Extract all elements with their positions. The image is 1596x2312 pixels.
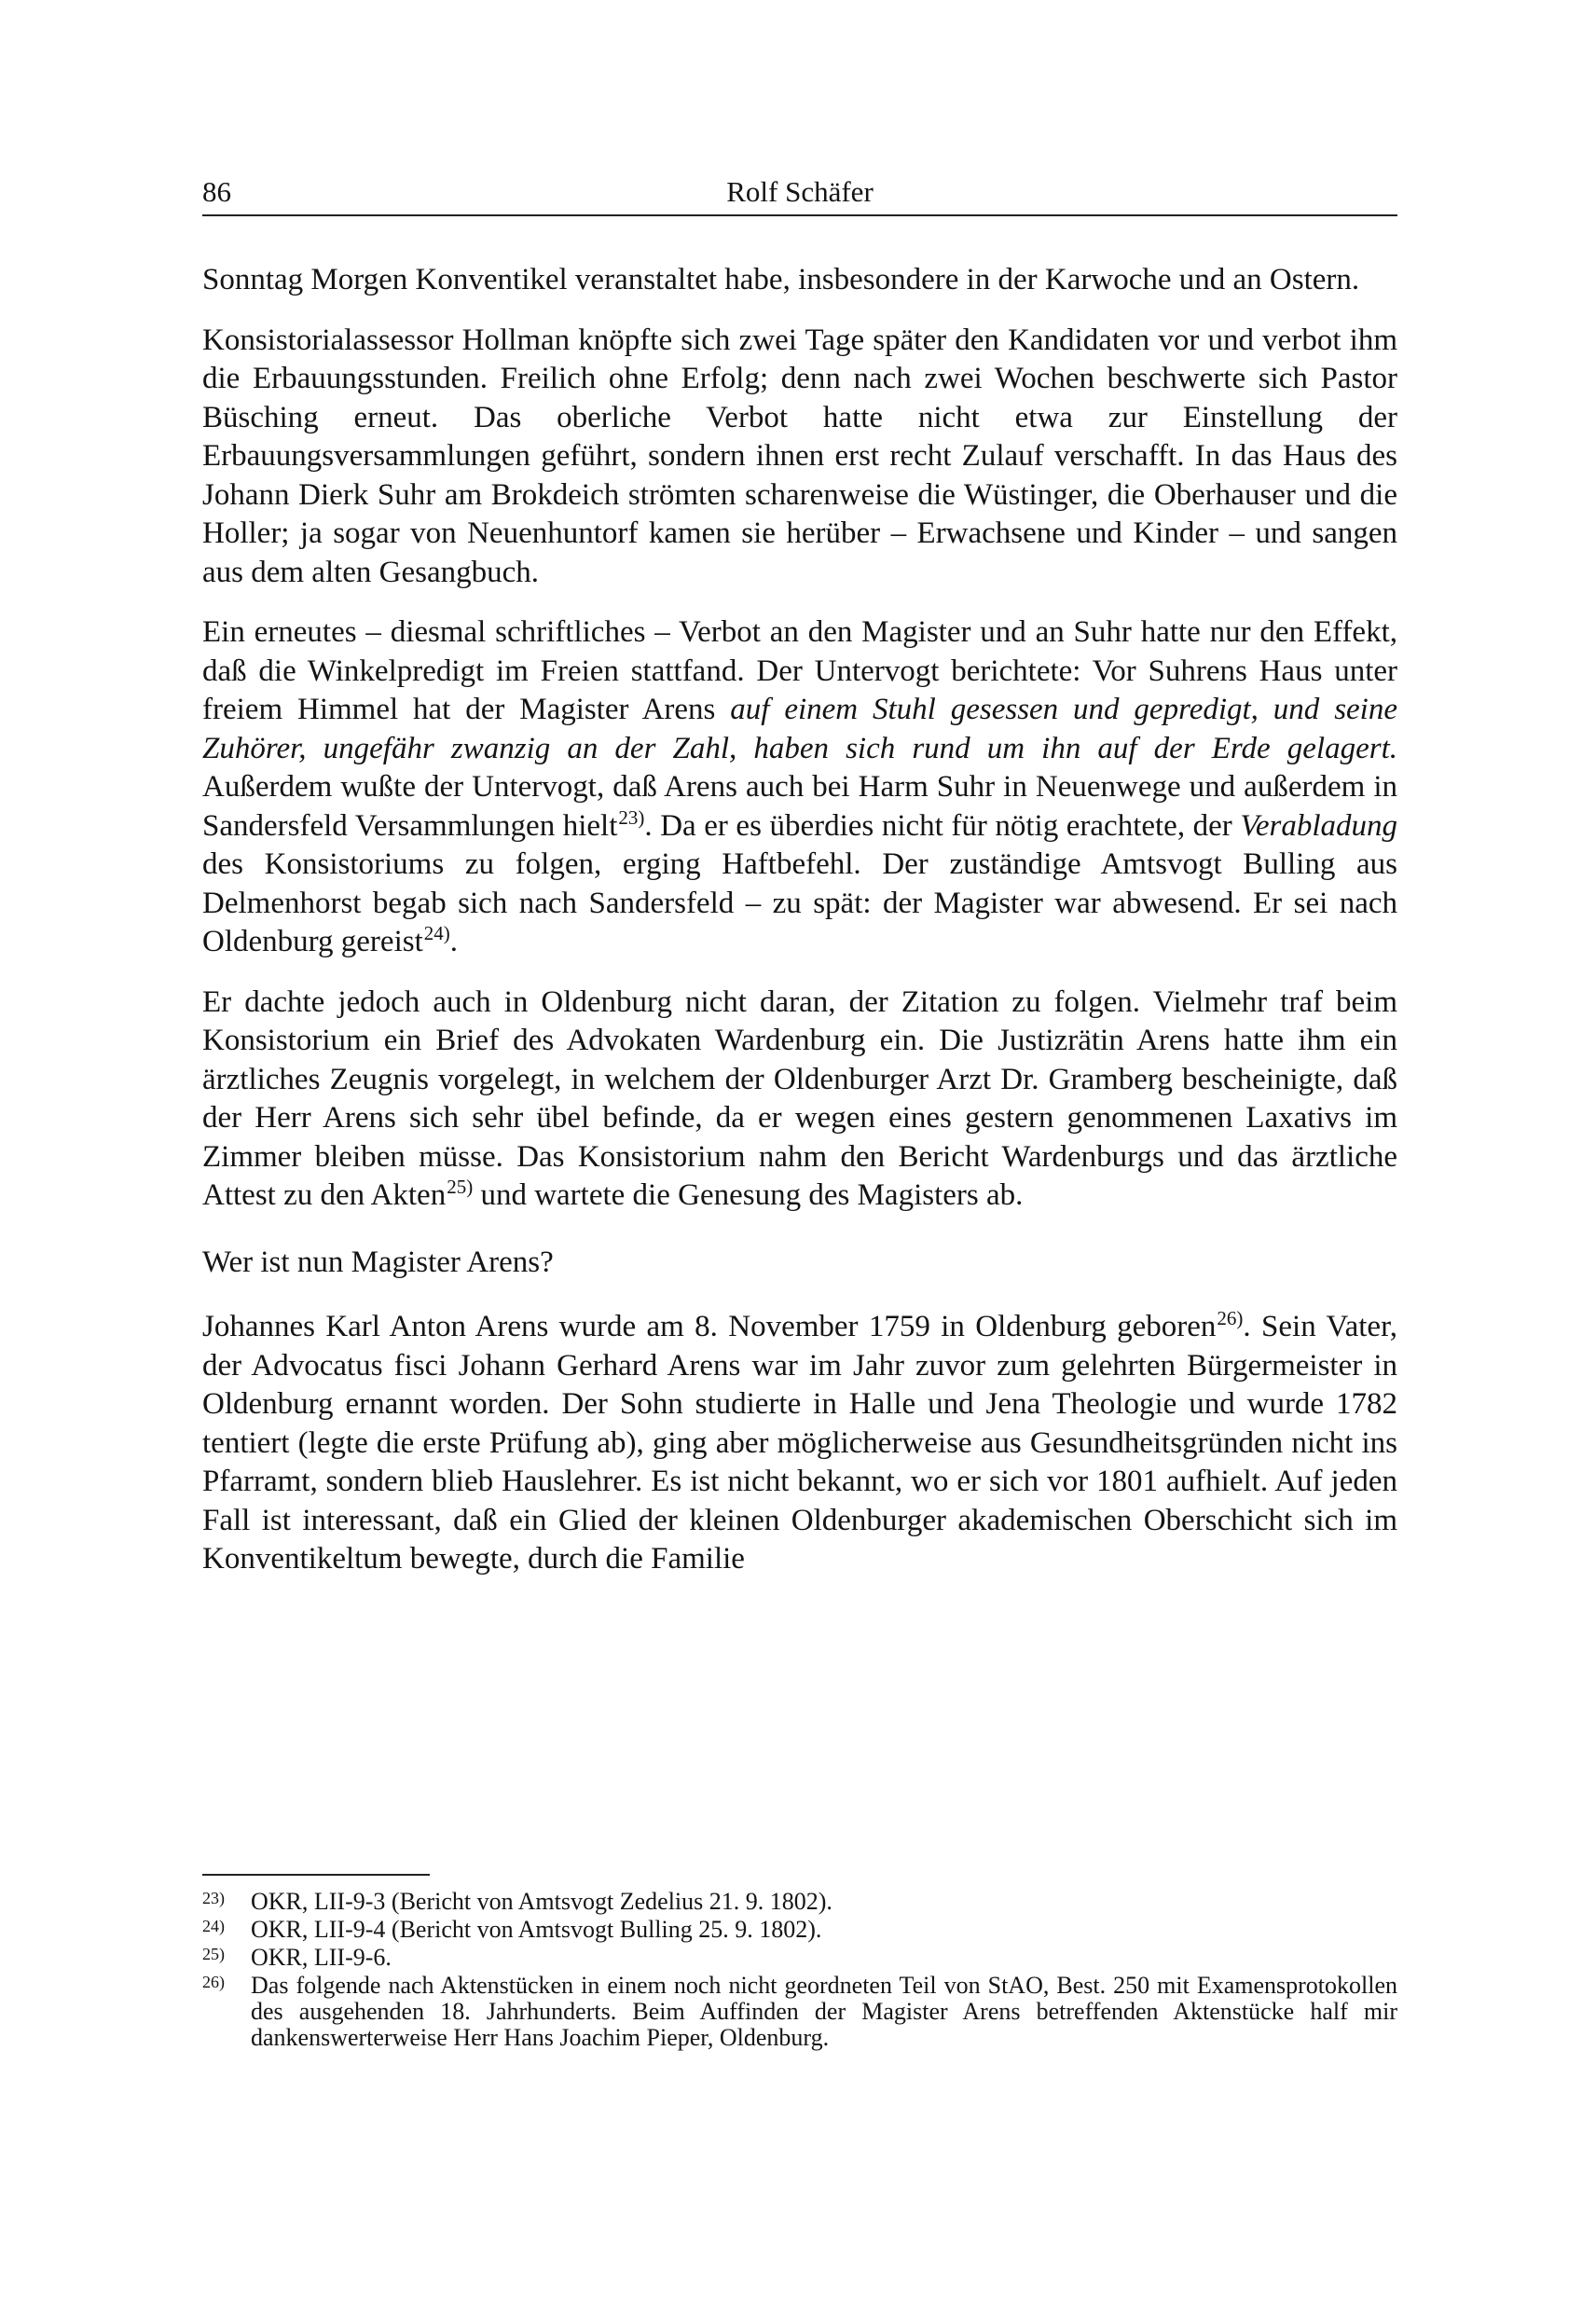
footnote-mark: 25) xyxy=(202,1945,225,1963)
paragraph-3-text-b: Außerdem wußte der Untervogt, daß Arens auch bei Harm Suhr in Neuenwege und außerdem in Sandersfeld Versammlungen hielt xyxy=(202,770,1397,843)
page-header xyxy=(202,173,1397,216)
paragraph-3-italic-term: Verabladung xyxy=(1240,808,1397,843)
footnote-mark: 23) xyxy=(202,1889,225,1907)
footnote-text: OKR, LII-9-3 (Bericht von Amtsvogt Zedelius 21. 9. 1802). xyxy=(251,1888,832,1915)
footnote-separator xyxy=(202,1874,430,1876)
footnote-24 xyxy=(202,1917,1397,1943)
footnotes xyxy=(202,1889,1397,2053)
footnote-text: OKR, LII-9-6. xyxy=(251,1944,392,1971)
footnote-26 xyxy=(202,1973,1397,2051)
paragraph-3-text-c: . Da er es überdies nicht für nötig erachtete, der xyxy=(644,808,1241,843)
paragraph-3-text-d: des Konsistoriums zu folgen, erging Haftbefehl. Der zuständige Amtsvogt Bulling aus Delmenhorst begab sich nach Sandersfeld – zu spät: der Magister war abwesend. Er sei nach Oldenburg gereist xyxy=(202,847,1397,958)
paragraph-6-text-b: . Sein Vater, der Advocatus fisci Johann Gerhard Arens war im Jahr zuvor zum gelehrten Bürgermeister in Oldenburg ernannt worden. Der Sohn studierte in Halle und Jena Theologie und wurde 1782 tentiert (legte die erste Prüfung ab), ging aber möglicherweise aus Gesundheitsgründen nicht ins Pfarramt, sondern blieb Hauslehrer. Es ist nicht bekannt, wo er sich vor 1801 aufhielt. Auf jeden Fall ist interessant, daß ein Glied der kleinen Oldenburger akademischen Oberschicht sich im Konventikeltum bewegte, durch die Familie xyxy=(202,1310,1397,1576)
paragraph-6-text-a: Johannes Karl Anton Arens wurde am 8. November 1759 in Oldenburg geboren xyxy=(202,1310,1217,1343)
footnote-text: OKR, LII-9-4 (Bericht von Amtsvogt Bulling 25. 9. 1802). xyxy=(251,1916,822,1943)
paragraph-3 xyxy=(202,613,1397,962)
paragraph-3-text-e: . xyxy=(449,925,459,958)
paragraph-4-text-b: und wartete die Genesung des Magisters ab. xyxy=(473,1178,1024,1212)
footnote-ref-23: 23) xyxy=(618,805,645,829)
running-head: Rolf Schäfer xyxy=(726,175,874,208)
footnote-ref-26: 26) xyxy=(1217,1307,1244,1330)
paragraph-4-text-a: Er dachte jedoch auch in Oldenburg nicht daran, der Zitation zu folgen. Vielmehr traf beim Konsistorium ein Brief des Advokaten Wardenburg ein. Die Justizrätin Arens hatte ihm ein ärztliches Zeugnis vorgelegt, in welchem der Oldenburger Arzt Dr. Gramberg bescheinigte, daß der Herr Arens sich sehr übel befinde, da er wegen eines gestern genommenen Laxativs im Zimmer bleiben müsse. Das Konsistorium nahm den Bericht Wardenburgs und das ärztliche Attest zu den Akten xyxy=(202,984,1397,1212)
paragraph-2: Konsistorialassessor Hollman knöpfte sich zwei Tage später den Kandidaten vor und verbot ihm die Erbauungsstunden. Freilich ohne Erfolg; denn nach zwei Wochen beschwerte sich Pastor Büsching erneut. Das oberliche Verbot hatte nicht etwa zur Einstellung der Erbauungsversammlungen geführt, sondern ihnen erst recht Zulauf verschafft. In das Haus des Johann Dierk Suhr am Brokdeich strömten scharenweise die Wüstinger, die Oberhauser und die Holler; ja sogar von Neuenhuntorf kamen sie herüber – Erwachsene und Kinder – und sangen aus dem alten Gesangbuch. xyxy=(202,323,1397,589)
footnote-mark: 26) xyxy=(202,1973,225,1991)
page-number: 86 xyxy=(202,175,231,208)
footnote-ref-25: 25) xyxy=(447,1176,474,1199)
paragraph-3-text-a: Ein erneutes – diesmal schriftliches – Verbot an den Magister und an Suhr hatte nur den Effekt, daß die Winkelpredigt im Freien stattfand. Der Untervogt berichtete: Vor Suhrens Haus unter freiem Himmel hat der Magister Arens xyxy=(202,615,1397,726)
paragraph-6 xyxy=(202,1308,1397,1579)
footnote-25 xyxy=(202,1945,1397,1971)
paragraph-1: Sonntag Morgen Konventikel veranstaltet habe, insbesondere in der Karwoche und an Ostern. xyxy=(202,263,1360,296)
footnote-text: Das folgende nach Aktenstücken in einem noch nicht geordneten Teil von StAO, Best. 250 mit Examensprotokollen des ausgehenden 18. Jahrhunderts. Beim Auffinden der Magister Arens betreffenden Aktenstücke half mir dankenswerterweise Herr Hans Joachim Pieper, Oldenburg. xyxy=(251,1972,1397,2051)
body-text xyxy=(202,261,1397,1601)
footnote-ref-24: 24) xyxy=(423,922,450,945)
footnote-23 xyxy=(202,1889,1397,1915)
paragraph-3-quote: auf einem Stuhl gesessen und gepredigt, und seine Zuhörer, ungefähr zwanzig an der Zahl, haben sich rund um ihn auf der Erde gelagert. xyxy=(202,693,1397,765)
paragraph-5-question: Wer ist nun Magister Arens? xyxy=(202,1245,554,1279)
footnote-mark: 24) xyxy=(202,1917,225,1935)
paragraph-4 xyxy=(202,984,1397,1216)
